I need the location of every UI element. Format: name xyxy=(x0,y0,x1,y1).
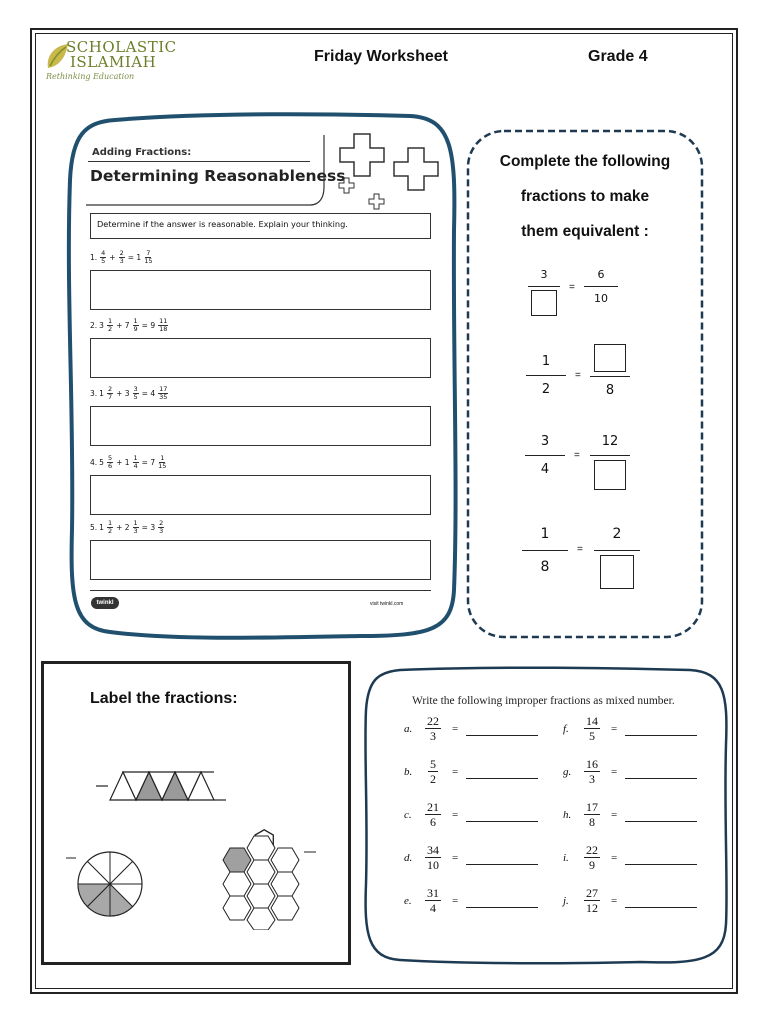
eq-row2-right-den: 8 xyxy=(605,383,615,398)
item-label: g. xyxy=(563,765,572,778)
eq-row3-left xyxy=(525,434,565,477)
fraction-denominator: 9 xyxy=(133,325,138,333)
question-fraction xyxy=(158,520,164,535)
equals-sign: = xyxy=(452,851,459,864)
answer-line[interactable] xyxy=(625,850,697,865)
item-label: j. xyxy=(563,894,569,907)
question-2 xyxy=(90,318,169,333)
question-fraction xyxy=(107,318,113,333)
eq-row3-right xyxy=(590,434,630,490)
answer-box-5[interactable] xyxy=(90,540,431,580)
triangle-strip-shape xyxy=(96,768,228,804)
equivalent-title-line2: fractions to make xyxy=(520,188,650,205)
question-number: 4. xyxy=(90,458,98,467)
eq-row3-left-num: 3 xyxy=(540,434,550,449)
logo-line1: SCHOLASTIC xyxy=(66,38,177,56)
fraction-denominator: 18 xyxy=(159,325,168,333)
fraction-numerator: 3 xyxy=(133,385,138,393)
fraction-numerator: 5 xyxy=(107,454,113,462)
fraction-denominator: 3 xyxy=(589,772,595,786)
question-fraction xyxy=(133,455,139,470)
equivalent-title-line3: them equivalent : xyxy=(521,223,649,240)
fraction-denominator: 2 xyxy=(107,527,113,535)
question-operator: = 1 xyxy=(127,253,142,262)
fraction-bar xyxy=(526,375,566,376)
fraction-denominator: 35 xyxy=(159,393,168,401)
twinkl-logo: twinkl xyxy=(91,597,119,609)
answer-line[interactable] xyxy=(625,721,697,736)
improper-item-right-4 xyxy=(563,843,697,872)
fraction-denominator: 9 xyxy=(589,858,595,872)
fraction-numerator: 1 xyxy=(133,519,138,527)
question-3 xyxy=(90,386,169,401)
answer-line[interactable] xyxy=(466,850,538,865)
item-label: i. xyxy=(563,851,569,864)
item-label: d. xyxy=(404,851,413,864)
fraction-denominator: 5 xyxy=(589,729,595,743)
footer-url: visit twinkl.com xyxy=(370,601,404,607)
fraction-bar xyxy=(525,455,565,456)
eq-row2-sign: = xyxy=(575,370,581,381)
eq-row1-right-num: 6 xyxy=(597,268,605,281)
question-fraction xyxy=(119,250,125,265)
equals-sign: = xyxy=(452,808,459,821)
fraction-denominator: 5 xyxy=(133,393,138,401)
question-fraction xyxy=(107,386,113,401)
fraction-numerator: 1 xyxy=(107,519,113,527)
improper-item-left-3 xyxy=(404,800,538,829)
equals-sign: = xyxy=(611,765,618,778)
item-label: h. xyxy=(563,808,572,821)
fraction-bar xyxy=(590,376,630,377)
question-fraction xyxy=(144,250,152,265)
equals-sign: = xyxy=(611,851,618,864)
fraction-denominator: 15 xyxy=(144,257,153,265)
school-logo xyxy=(44,38,177,84)
question-operator: 1 xyxy=(99,523,104,532)
eq-row4-right-num: 2 xyxy=(612,526,622,542)
circle-fraction-shape xyxy=(64,846,144,918)
equivalent-title-line1: Complete the following xyxy=(499,153,671,170)
card-small-title: Adding Fractions: xyxy=(92,147,192,158)
question-fraction xyxy=(107,455,113,470)
fraction-denominator: 12 xyxy=(586,901,598,915)
question-operator: = 7 xyxy=(141,458,156,467)
fraction-bar xyxy=(528,286,560,287)
item-label: a. xyxy=(404,722,413,735)
answer-line[interactable] xyxy=(466,764,538,779)
item-label: b. xyxy=(404,765,413,778)
fraction-numerator: 2 xyxy=(119,249,124,257)
improper-fraction xyxy=(581,714,603,743)
question-number: 3. xyxy=(90,389,98,398)
answer-box-3[interactable] xyxy=(90,406,431,446)
eq-row3-right-den-box[interactable] xyxy=(594,460,626,490)
fraction-bar xyxy=(594,550,640,551)
fraction-denominator: 2 xyxy=(107,325,113,333)
question-operator: + 2 xyxy=(116,523,130,532)
eq-row4-right-den-box[interactable] xyxy=(600,555,634,589)
fraction-denominator: 3 xyxy=(159,527,164,535)
improper-fraction xyxy=(422,800,444,829)
label-fractions-title: Label the fractions: xyxy=(90,690,238,707)
answer-line[interactable] xyxy=(466,807,538,822)
question-operator: 5 xyxy=(99,458,104,467)
question-operator: + xyxy=(109,253,116,262)
fraction-numerator: 4 xyxy=(101,249,106,257)
fraction-numerator: 16 xyxy=(586,757,598,771)
improper-item-right-5 xyxy=(563,886,697,915)
improper-item-right-2 xyxy=(563,757,697,786)
fraction-bar xyxy=(590,455,630,456)
plus-decoration-icon xyxy=(336,130,442,212)
fraction-denominator: 3 xyxy=(430,729,436,743)
improper-fraction xyxy=(422,843,444,872)
fraction-bar xyxy=(584,286,618,287)
grade-label: Grade 4 xyxy=(588,48,648,65)
question-operator: + 3 xyxy=(116,389,130,398)
answer-line[interactable] xyxy=(466,721,538,736)
eq-row2-right-num-box[interactable] xyxy=(594,344,626,372)
eq-row2-right xyxy=(590,344,630,398)
fraction-numerator: 21 xyxy=(427,800,439,814)
question-fraction xyxy=(100,250,106,265)
question-fraction xyxy=(107,520,113,535)
eq-row4-left-den: 8 xyxy=(540,559,550,575)
improper-item-left-1 xyxy=(404,714,538,743)
answer-line[interactable] xyxy=(625,893,697,908)
eq-row1-right xyxy=(584,268,618,305)
item-label: c. xyxy=(404,808,412,821)
equals-sign: = xyxy=(611,722,618,735)
answer-line[interactable] xyxy=(625,807,697,822)
question-fraction xyxy=(133,520,139,535)
improper-item-left-2 xyxy=(404,757,538,786)
card-big-title: Determining Reasonableness xyxy=(90,167,346,185)
question-operator: 1 xyxy=(99,389,104,398)
fraction-denominator: 4 xyxy=(133,462,138,470)
fraction-numerator: 7 xyxy=(146,249,151,257)
question-fraction xyxy=(133,386,139,401)
hexagon-fraction-shape xyxy=(210,826,322,930)
question-operator: = 4 xyxy=(141,389,156,398)
question-number: 2. xyxy=(90,321,98,330)
improper-fraction xyxy=(422,886,444,915)
fraction-denominator: 5 xyxy=(101,257,106,265)
fraction-numerator: 22 xyxy=(427,714,439,728)
question-operator: = 9 xyxy=(141,321,156,330)
improper-fraction xyxy=(581,843,603,872)
fraction-denominator: 15 xyxy=(158,462,167,470)
question-fraction xyxy=(158,386,168,401)
eq-row3-sign: = xyxy=(574,450,580,461)
question-4 xyxy=(90,455,167,470)
equals-sign: = xyxy=(452,722,459,735)
eq-row1-sign: = xyxy=(569,282,575,293)
fraction-denominator: 7 xyxy=(107,393,113,401)
eq-row1-left-den-box[interactable] xyxy=(531,290,557,316)
worksheet-title: Friday Worksheet xyxy=(314,48,448,65)
fraction-numerator: 2 xyxy=(107,385,113,393)
answer-box-2[interactable] xyxy=(90,338,431,378)
item-label: f. xyxy=(563,722,569,735)
eq-row1-left xyxy=(528,268,560,316)
eq-row4-sign: = xyxy=(577,544,583,555)
equals-sign: = xyxy=(452,765,459,778)
equals-sign: = xyxy=(452,894,459,907)
question-fraction xyxy=(133,318,139,333)
question-5 xyxy=(90,520,165,535)
improper-fraction xyxy=(422,714,444,743)
question-operator: + 1 xyxy=(116,458,130,467)
improper-item-left-4 xyxy=(404,843,538,872)
improper-fraction xyxy=(422,757,444,786)
fraction-numerator: 1 xyxy=(133,317,138,325)
fraction-denominator: 3 xyxy=(119,257,124,265)
question-operator: 3 xyxy=(99,321,104,330)
fraction-denominator: 4 xyxy=(430,901,436,915)
eq-row2-left xyxy=(526,354,566,397)
fraction-numerator: 22 xyxy=(586,843,598,857)
answer-box-1[interactable] xyxy=(90,270,431,310)
logo-tagline: Rethinking Education xyxy=(46,72,135,81)
eq-row4-left xyxy=(522,526,568,575)
fraction-numerator: 17 xyxy=(159,385,168,393)
answer-line[interactable] xyxy=(625,764,697,779)
eq-row3-left-den: 4 xyxy=(540,462,550,477)
fraction-denominator: 6 xyxy=(107,462,113,470)
improper-fraction xyxy=(581,886,603,915)
improper-title: Write the following improper fractions as mixed number. xyxy=(412,695,675,707)
question-fraction xyxy=(158,455,166,470)
improper-item-right-3 xyxy=(563,800,697,829)
eq-row4-left-num: 1 xyxy=(540,526,550,542)
fraction-numerator: 31 xyxy=(427,886,439,900)
question-operator: + 7 xyxy=(116,321,130,330)
fraction-denominator: 10 xyxy=(427,858,439,872)
answer-box-4[interactable] xyxy=(90,475,431,515)
fraction-denominator: 8 xyxy=(589,815,595,829)
improper-item-left-5 xyxy=(404,886,538,915)
item-label: e. xyxy=(404,894,412,907)
improper-fraction xyxy=(581,757,603,786)
eq-row2-left-num: 1 xyxy=(541,354,551,369)
fraction-numerator: 1 xyxy=(107,317,113,325)
answer-line[interactable] xyxy=(466,893,538,908)
eq-row4-right xyxy=(594,526,640,589)
question-fraction xyxy=(158,318,168,333)
eq-row1-right-den: 10 xyxy=(594,292,608,305)
improper-fraction xyxy=(581,800,603,829)
fraction-numerator: 17 xyxy=(586,800,598,814)
fraction-numerator: 14 xyxy=(586,714,598,728)
logo-line2: ISLAMIAH xyxy=(70,53,157,71)
fraction-numerator: 1 xyxy=(160,454,165,462)
fraction-numerator: 34 xyxy=(427,843,439,857)
instruction-box: Determine if the answer is reasonable. Explain your thinking. xyxy=(90,213,431,239)
improper-item-right-1 xyxy=(563,714,697,743)
fraction-denominator: 3 xyxy=(133,527,138,535)
fraction-numerator: 5 xyxy=(430,757,436,771)
fraction-bar xyxy=(522,550,568,551)
fraction-denominator: 2 xyxy=(430,772,436,786)
question-1 xyxy=(90,250,153,265)
question-number: 5. xyxy=(90,523,98,532)
equals-sign: = xyxy=(611,894,618,907)
question-operator: = 3 xyxy=(141,523,156,532)
eq-row2-left-den: 2 xyxy=(541,382,551,397)
fraction-numerator: 27 xyxy=(586,886,598,900)
fraction-numerator: 2 xyxy=(159,519,164,527)
equals-sign: = xyxy=(611,808,618,821)
fraction-numerator: 11 xyxy=(159,317,168,325)
eq-row3-right-num: 12 xyxy=(601,434,619,449)
card-footer-line xyxy=(90,590,431,591)
eq-row1-left-num: 3 xyxy=(540,268,548,281)
fraction-denominator: 6 xyxy=(430,815,436,829)
fraction-numerator: 1 xyxy=(133,454,138,462)
question-number: 1. xyxy=(90,253,98,262)
